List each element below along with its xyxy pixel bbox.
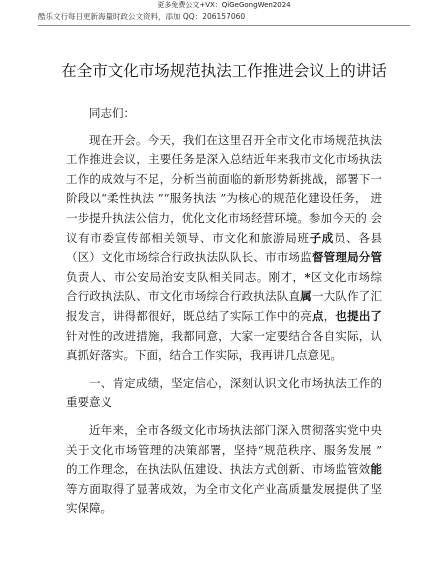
paragraph-opening	[66, 131, 382, 366]
bold-run: 属	[300, 289, 312, 304]
bold-run: 点	[311, 308, 324, 323]
bold-run: *	[304, 269, 311, 284]
text-run: 负责人、市公安局治安支队相关同志。刚才，	[66, 269, 305, 284]
text-run: 现在开会。今天，我们在这里召开全市文化市场规范执法工作推进会议，主要任务是深入总结近年来我市文化市场执法工作的成效与不足，分析当前面临的新形势新挑战，部署下一阶段以“柔性执法 ”“服务执法 ”为核心的规范化建设任务， 进一步提升执法公信力，优化文化市场经营环境。参加今天的 会议有市委宣传部相关领导、市文化和旅游局班	[66, 132, 382, 245]
top-banner: 更多免费公文+VX：QiGeGongWen2024	[157, 1, 291, 9]
document-body	[66, 104, 382, 519]
text-run: 区文化市场综 合行政执法队、市文化市场综合行政执法队直	[66, 269, 383, 304]
text-run: 员、各县（区）文化市场综合行政执法队队长、市市场监	[66, 230, 383, 265]
bold-run: 能	[370, 462, 382, 477]
bold-run: 子成	[309, 230, 334, 245]
text-run: 针对性的改进措施，我都同意，大家一定要结合各自实际，认 真抓好落实。下面，结合工作实际，我再讲几点意见。	[66, 328, 382, 363]
salutation: 同志们：	[89, 106, 135, 120]
page-header: 酷乐文行每日更新海量时政公文资料，添加 QQ：206157060	[38, 11, 410, 26]
paragraph-achievements	[66, 421, 382, 519]
text-run: 等方面取得了显著成效，为全市文化产业高质量发展提供了坚 实保障。	[66, 481, 382, 516]
bold-run: 督管理局分管	[311, 250, 383, 265]
document-title: 在全市文化市场规范执法工作推进会议上的讲话	[61, 62, 387, 80]
text-run: 近年来，全市各级文化市场执法部门深入贯彻落实党中央关于文化市场管理的决策部署，坚持“规范秩序、服务发展 ” 的工作理念，在执法队伍建设、执法方式创新、市场监管效	[66, 422, 382, 477]
text-run: ，	[323, 308, 336, 323]
text-run: 一大队作了汇 报发言，讲得都很好，既总结了实际工作中的亮	[66, 289, 383, 323]
section-heading-1: 一、肯定成绩，坚定信心，深刻认识文化市场执法工作的重要意义	[66, 375, 382, 410]
bold-run: 也提出了	[335, 308, 383, 323]
